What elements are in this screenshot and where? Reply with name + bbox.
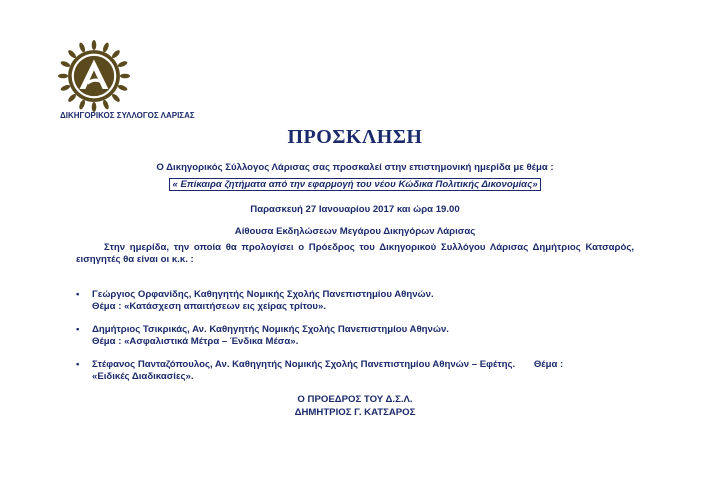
speaker-topic: Θέμα : «Ασφαλιστικά Μέτρα – Ένδικα Μέσα». [92, 335, 299, 347]
organization-name: ΔΙΚΗΓΟΡΙΚΟΣ ΣΥΛΛΟΓΟΣ ΛΑΡΙΣΑΣ [60, 111, 195, 120]
bullet-icon: • [76, 289, 80, 300]
speaker-name: Στέφανος Πανταζόπουλος, Αν. Καθηγητής Νομικής Σχολής Πανεπιστημίου Αθηνών – Εφέτης. Θέμα : [92, 359, 564, 370]
datetime-line: Παρασκευή 27 Ιανουαρίου 2017 και ώρα 19.00 [250, 204, 460, 215]
speaker-name: Δημήτριος Τσικρικάς, Αν. Καθηγητής Νομικής Σχολής Πανεπιστημίου Αθηνών. [92, 324, 449, 335]
topic-line [0, 178, 710, 191]
speaker-topic: Θέμα : «Κατάσχεση απαιτήσεων εις χείρας τρίτου». [92, 300, 327, 312]
list-item [60, 289, 660, 312]
signature-name: ΔΗΜΗΤΡΙΟΣ Γ. ΚΑΤΣΑΡΟΣ [294, 407, 416, 418]
speaker-name: Γεώργιος Ορφανίδης, Καθηγητής Νομικής Σχολής Πανεπιστημίου Αθηνών. [92, 289, 434, 300]
signature-role: Ο ΠΡΟΕΔΡΟΣ ΤΟΥ Δ.Σ.Λ. [297, 394, 413, 405]
page-title: ΠΡΟΣΚΛΗΣΗ [287, 126, 423, 148]
speakers-list [60, 289, 660, 394]
topic-box: « Επίκαιρα ζητήματα από την εφαρμογή του νέου Κώδικα Πολιτικής Δικονομίας» [169, 178, 540, 191]
venue-line: Αίθουσα Εκδηλώσεων Μεγάρου Δικηγόρων Λάρισας [234, 226, 476, 237]
intro-paragraph: Στην ημερίδα, την οποία θα προλογίσει ο Πρόεδρος του Δικηγορικού Συλλόγου Λάρισας Δημήτριος Κατσαρός, εισηγητές θα είναι οι κ.κ. : [76, 242, 634, 265]
speaker-topic: «Ειδικές Διαδικασίες». [92, 370, 194, 382]
bar-association-emblem-icon [58, 40, 130, 112]
bullet-icon: • [76, 359, 80, 370]
list-item [60, 359, 660, 382]
intro-line: Ο Δικηγορικός Σύλλογος Λάρισας σας προσκαλεί στην επιστημονική ημερίδα με θέμα : [156, 162, 554, 173]
list-item [60, 324, 660, 347]
bullet-icon: • [76, 324, 80, 335]
